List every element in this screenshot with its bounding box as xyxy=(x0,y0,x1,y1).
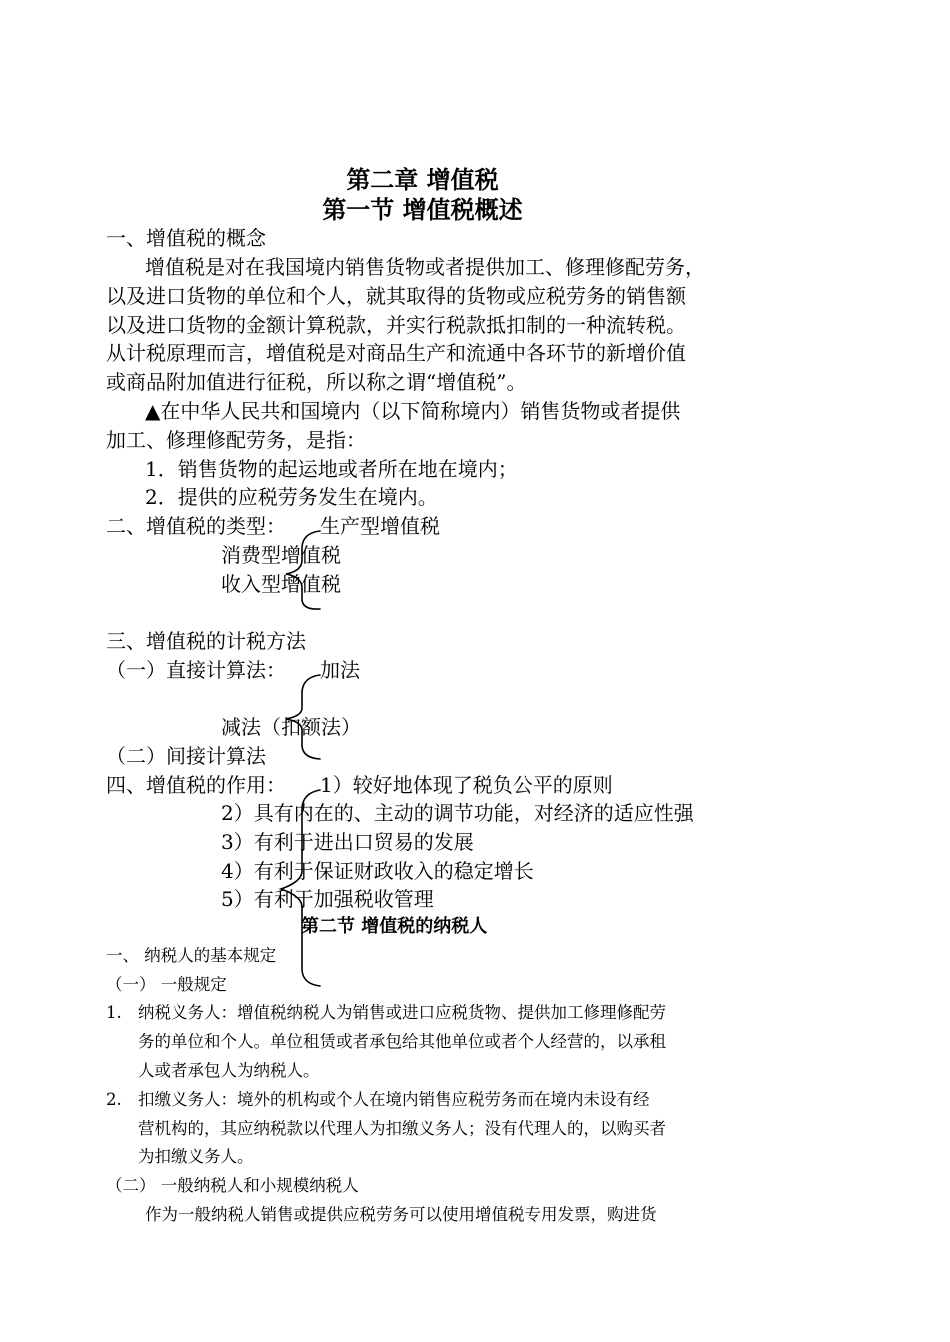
heading-methods: 三、增值税的计税方法 xyxy=(106,629,306,653)
heading-types: 二、增值税的类型： xyxy=(106,514,286,538)
section-2-title: 第二节 增值税的纳税人 xyxy=(301,916,488,937)
role-item: 3）有利于进出口贸易的发展 xyxy=(221,830,474,854)
role-item: 1）较好地体现了税负公平的原则 xyxy=(320,773,613,797)
role-item: 5）有利于加强税收管理 xyxy=(221,887,434,911)
method-indirect: （二）间接计算法 xyxy=(106,744,266,768)
numbered-line: 营机构的，其应纳税款以代理人为扣缴义务人；没有代理人的，以购买者 xyxy=(138,1119,666,1138)
brace-types xyxy=(286,531,320,609)
paragraph-line: 以及进口货物的单位和个人，就其取得的货物或应税劳务的销售额 xyxy=(106,284,686,308)
section-title: 第一节 增值税概述 xyxy=(322,195,523,224)
paragraph-line: 或商品附加值进行征税，所以称之谓“增值税”。 xyxy=(106,370,527,394)
list-number: 2. xyxy=(106,1090,122,1109)
numbered-line: 人或者承包人为纳税人。 xyxy=(138,1061,320,1080)
paragraph-line: ▲在中华人民共和国境内（以下简称境内）销售货物或者提供 xyxy=(145,399,681,423)
heading-taxpayer: 一、 纳税人的基本规定 xyxy=(106,946,277,965)
heading-concept: 一、增值税的概念 xyxy=(106,226,266,250)
paragraph-line: 增值税是对在我国境内销售货物或者提供加工、修理修配劳务， xyxy=(145,255,705,279)
role-item: 2）具有内在的、主动的调节功能，对经济的适应性强 xyxy=(221,801,694,825)
heading-roles: 四、增值税的作用： xyxy=(106,773,286,797)
numbered-line: 纳税义务人：增值税纳税人为销售或进口应税货物、提供加工修理修配劳 xyxy=(138,1003,666,1022)
type-item: 消费型增值税 xyxy=(221,543,341,567)
subheading-types: （二） 一般纳税人和小规模纳税人 xyxy=(106,1176,359,1195)
paragraph-line: 从计税原理而言，增值税是对商品生产和流通中各环节的新增价值 xyxy=(106,341,686,365)
method-item: 加法 xyxy=(320,658,360,682)
paragraph-line: 加工、修理修配劳务，是指： xyxy=(106,428,366,452)
list-item: 1．销售货物的起运地或者所在地在境内； xyxy=(145,457,518,481)
brace-direct xyxy=(286,675,320,759)
numbered-line: 务的单位和个人。单位租赁或者承包给其他单位或者个人经营的，以承租 xyxy=(138,1032,666,1051)
subheading-general: （一） 一般规定 xyxy=(106,975,227,994)
method-item: 减法（扣额法） xyxy=(221,715,361,739)
role-item: 4）有利于保证财政收入的稳定增长 xyxy=(221,859,534,883)
paragraph-line: 以及进口货物的金额计算税款，并实行税款抵扣制的一种流转税。 xyxy=(106,313,686,337)
chapter-title: 第二章 增值税 xyxy=(346,165,499,194)
type-item: 生产型增值税 xyxy=(320,514,440,538)
list-item: 2．提供的应税劳务发生在境内。 xyxy=(145,485,438,509)
paragraph-line: 作为一般纳税人销售或提供应税劳务可以使用增值税专用发票，购进货 xyxy=(145,1205,657,1224)
method-direct: （一）直接计算法： xyxy=(106,658,286,682)
list-number: 1. xyxy=(106,1003,122,1022)
brace-roles xyxy=(281,790,320,986)
numbered-line: 为扣缴义务人。 xyxy=(138,1147,254,1166)
type-item: 收入型增值税 xyxy=(221,572,341,596)
numbered-line: 扣缴义务人：境外的机构或个人在境内销售应税劳务而在境内未设有经 xyxy=(138,1090,650,1109)
